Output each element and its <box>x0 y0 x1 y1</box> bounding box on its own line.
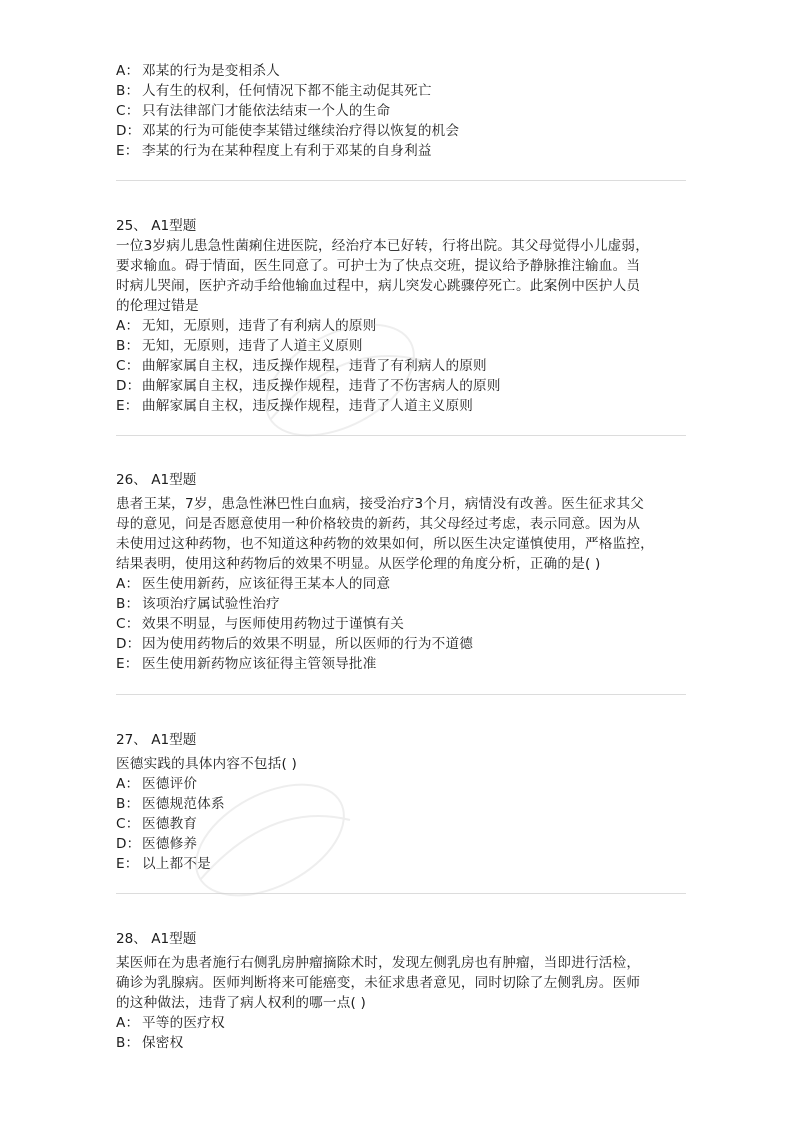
question-stem-line: 患者王某，7岁，患急性淋巴性白血病，接受治疗3个月，病情没有改善。医生征求其父 <box>116 496 645 512</box>
question-stem-line: 要求输血。碍于情面，医生同意了。可护士为了快点交班，提议给予静脉推注输血。当 <box>116 258 641 274</box>
option-a[interactable]: A： 邓某的行为是变相杀人 <box>116 63 280 79</box>
question-header: 26、 A1型题 <box>116 472 197 488</box>
divider <box>116 893 686 894</box>
question-25 <box>116 216 686 416</box>
question-header: 25、 A1型题 <box>116 218 197 234</box>
option-c[interactable]: C： 曲解家属自主权，违反操作规程，违背了有利病人的原则 <box>116 358 487 374</box>
option-e[interactable]: E： 以上都不是 <box>116 856 211 872</box>
question-header: 27、 A1型题 <box>116 732 197 748</box>
option-a[interactable]: A： 无知，无原则，违背了有利病人的原则 <box>116 318 377 334</box>
question-stem-line: 的这种做法，违背了病人权利的哪一点( ) <box>116 995 367 1011</box>
option-c[interactable]: C： 效果不明显，与医师使用药物过于谨慎有关 <box>116 616 405 632</box>
option-b[interactable]: B： 医德规范体系 <box>116 796 225 812</box>
option-c[interactable]: C： 只有法律部门才能依法结束一个人的生命 <box>116 103 391 119</box>
question-stem-line: 一位3岁病儿患急性菌痢住进医院，经治疗本已好转，行将出院。其父母觉得小儿虚弱， <box>116 238 650 254</box>
option-d[interactable]: D： 因为使用药物后的效果不明显，所以医师的行为不道德 <box>116 636 474 652</box>
option-c[interactable]: C： 医德教育 <box>116 816 198 832</box>
option-d[interactable]: D： 邓某的行为可能使李某错过继续治疗得以恢复的机会 <box>116 123 460 139</box>
divider <box>116 435 686 436</box>
option-e[interactable]: E： 曲解家属自主权，违反操作规程，违背了人道主义原则 <box>116 398 474 414</box>
question-28 <box>116 929 686 1053</box>
option-b[interactable]: B： 无知，无原则，违背了人道主义原则 <box>116 338 363 354</box>
option-a[interactable]: A： 医德评价 <box>116 776 198 792</box>
question-stem-line: 的伦理过错是 <box>116 298 199 314</box>
question-stem-line: 时病儿哭闹，医护齐动手给他输血过程中，病儿突发心跳骤停死亡。此案例中医护人员 <box>116 278 641 294</box>
question-header: 28、 A1型题 <box>116 931 197 947</box>
option-d[interactable]: D： 曲解家属自主权，违反操作规程，违背了不伤害病人的原则 <box>116 378 501 394</box>
question-stem-line: 母的意见，问是否愿意使用一种价格较贵的新药，其父母经过考虑，表示同意。因为从 <box>116 516 641 532</box>
question-stem-line: 确诊为乳腺病。医师判断将来可能癌变，未征求患者意见，同时切除了左侧乳房。医师 <box>116 975 641 991</box>
divider <box>116 180 686 181</box>
option-a[interactable]: A： 医生使用新药，应该征得王某本人的同意 <box>116 576 391 592</box>
prev-question-options <box>116 61 686 161</box>
option-b[interactable]: B： 保密权 <box>116 1035 184 1051</box>
question-stem-line: 结果表明，使用这种药物后的效果不明显。从医学伦理的角度分析，正确的是( ) <box>116 556 601 572</box>
option-a[interactable]: A： 平等的医疗权 <box>116 1015 225 1031</box>
option-b[interactable]: B： 人有生的权利，任何情况下都不能主动促其死亡 <box>116 83 432 99</box>
option-e[interactable]: E： 医生使用新药物应该征得主管领导批准 <box>116 656 377 672</box>
divider <box>116 694 686 695</box>
question-26 <box>116 470 686 674</box>
option-d[interactable]: D： 医德修养 <box>116 836 198 852</box>
question-stem-line: 未使用过这种药物，也不知道这种药物的效果如何，所以医生决定谨慎使用，严格监控， <box>116 536 654 552</box>
option-e[interactable]: E： 李某的行为在某种程度上有利于邓某的自身利益 <box>116 143 432 159</box>
option-b[interactable]: B： 该项治疗属试验性治疗 <box>116 596 280 612</box>
question-stem-line: 某医师在为患者施行右侧乳房肿瘤摘除术时，发现左侧乳房也有肿瘤，当即进行活检， <box>116 955 641 971</box>
question-stem-line: 医德实践的具体内容不包括( ) <box>116 756 298 772</box>
question-27 <box>116 730 686 874</box>
